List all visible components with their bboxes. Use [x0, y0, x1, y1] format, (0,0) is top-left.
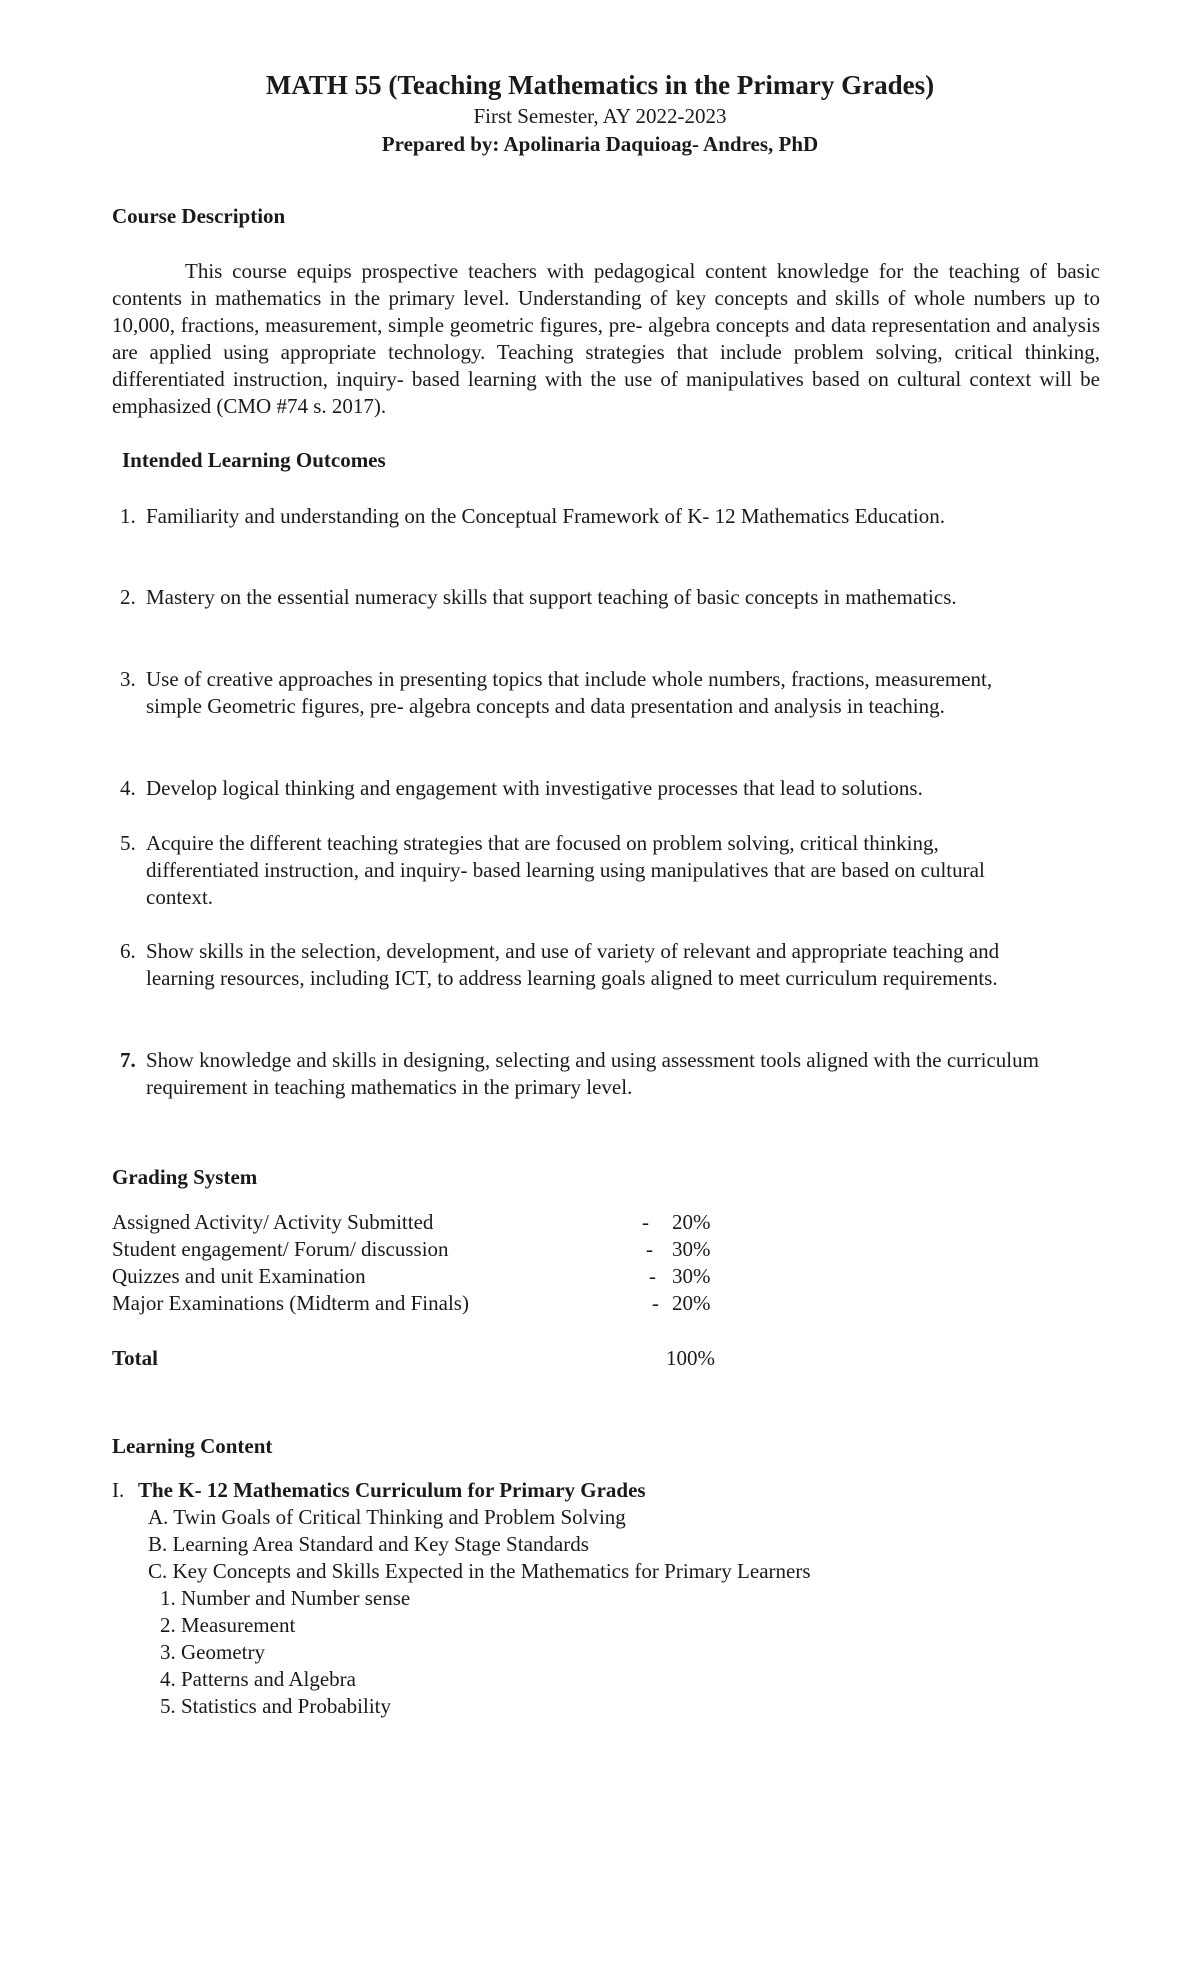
learning-content-heading: Learning Content	[112, 1434, 273, 1458]
unit-heading	[112, 1478, 646, 1503]
outcome-number: 6.	[120, 939, 136, 963]
outcome-item	[120, 1047, 1050, 1101]
grading-label: Major Examinations (Midterm and Finals)	[112, 1291, 469, 1315]
grading-dash: -	[642, 1210, 649, 1234]
outcome-text: Mastery on the essential numeracy skills that support teaching of basic concepts in mathematics.	[146, 585, 957, 609]
grading-row	[112, 1237, 732, 1265]
outcome-item	[120, 938, 1050, 992]
content-subtopic: C. Key Concepts and Skills Expected in the Mathematics for Primary Learners	[148, 1559, 811, 1583]
outcome-item	[120, 775, 1050, 802]
outcomes-heading: Intended Learning Outcomes	[122, 448, 386, 472]
grading-label: Student engagement/ Forum/ discussion	[112, 1237, 449, 1261]
unit-number: I.	[112, 1478, 125, 1502]
outcome-number: 2.	[120, 585, 136, 609]
outcome-item	[120, 666, 1050, 720]
outcome-item	[120, 584, 1050, 611]
semester-line: First Semester, AY 2022-2023	[473, 104, 727, 128]
content-topic-item: 1. Number and Number sense	[160, 1586, 411, 1610]
outcome-number: 3.	[120, 667, 136, 691]
outcome-text: Use of creative approaches in presenting topics that include whole numbers, fractions, measurement, simple Geometric figures, pre- algebra concepts and data presentation and analysis in teaching.	[146, 667, 993, 718]
outcome-item	[120, 503, 1050, 530]
grading-row	[112, 1210, 732, 1238]
outcome-number: 1.	[120, 504, 136, 528]
course-title: MATH 55 (Teaching Mathematics in the Primary Grades)	[265, 70, 935, 100]
content-topic-item: 2. Measurement	[160, 1613, 296, 1637]
grading-total-label: Total	[112, 1346, 158, 1370]
content-subtopic: A. Twin Goals of Critical Thinking and Problem Solving	[148, 1505, 626, 1529]
outcome-text: Acquire the different teaching strategies that are focused on problem solving, critical thinking, differentiated instruction, and inquiry- based learning using manipulatives that are based on cultural context.	[146, 831, 985, 909]
content-topic-item: 5. Statistics and Probability	[160, 1694, 391, 1718]
content-topic-item: 4. Patterns and Algebra	[160, 1667, 356, 1691]
grading-dash: -	[646, 1237, 653, 1261]
unit-title: The K- 12 Mathematics Curriculum for Primary Grades	[138, 1478, 646, 1502]
outcome-number: 4.	[120, 776, 136, 800]
course-description-text: This course equips prospective teachers with pedagogical content knowledge for the teaching of basic contents in mathematics in the primary level. Understanding of key concepts and skills of whole numbers up to 10,000, fractions, measurement, simple geometric figures, pre- algebra concepts and data representation and analysis are applied using appropriate technology. Teaching strategies that include problem solving, critical thinking, differentiated instruction, inquiry- based learning with the use of manipulatives based on cultural context will be emphasized (CMO #74 s. 2017).	[112, 259, 1100, 418]
grading-row	[112, 1291, 732, 1319]
grading-dash: -	[652, 1291, 659, 1315]
outcome-text: Show knowledge and skills in designing, selecting and using assessment tools aligned with the curriculum requirement in teaching mathematics in the primary level.	[146, 1048, 1039, 1099]
grading-dash: -	[649, 1264, 656, 1288]
grading-percent: 30%	[672, 1237, 711, 1261]
grading-total-value: 100%	[666, 1346, 715, 1370]
grading-percent: 20%	[672, 1291, 711, 1315]
grading-row	[112, 1264, 732, 1292]
prepared-by-line: Prepared by: Apolinaria Daquioag- Andres, PhD	[381, 132, 819, 156]
outcome-item	[120, 830, 1050, 911]
course-description-heading: Course Description	[112, 204, 286, 228]
content-subtopic: B. Learning Area Standard and Key Stage Standards	[148, 1532, 589, 1556]
outcome-text: Familiarity and understanding on the Conceptual Framework of K- 12 Mathematics Education.	[146, 504, 945, 528]
outcome-text: Develop logical thinking and engagement with investigative processes that lead to solutions.	[146, 776, 923, 800]
outcome-number: 5.	[120, 831, 136, 855]
grading-percent: 30%	[672, 1264, 711, 1288]
outcome-number: 7.	[120, 1048, 136, 1072]
grading-percent: 20%	[672, 1210, 711, 1234]
grading-total-row	[112, 1346, 732, 1374]
grading-label: Assigned Activity/ Activity Submitted	[112, 1210, 434, 1234]
grading-heading: Grading System	[112, 1165, 258, 1189]
outcome-text: Show skills in the selection, development, and use of variety of relevant and appropriate teaching and learning resources, including ICT, to address learning goals aligned to meet curriculum requirements.	[146, 939, 1000, 990]
grading-label: Quizzes and unit Examination	[112, 1264, 366, 1288]
content-topic-item: 3. Geometry	[160, 1640, 265, 1664]
